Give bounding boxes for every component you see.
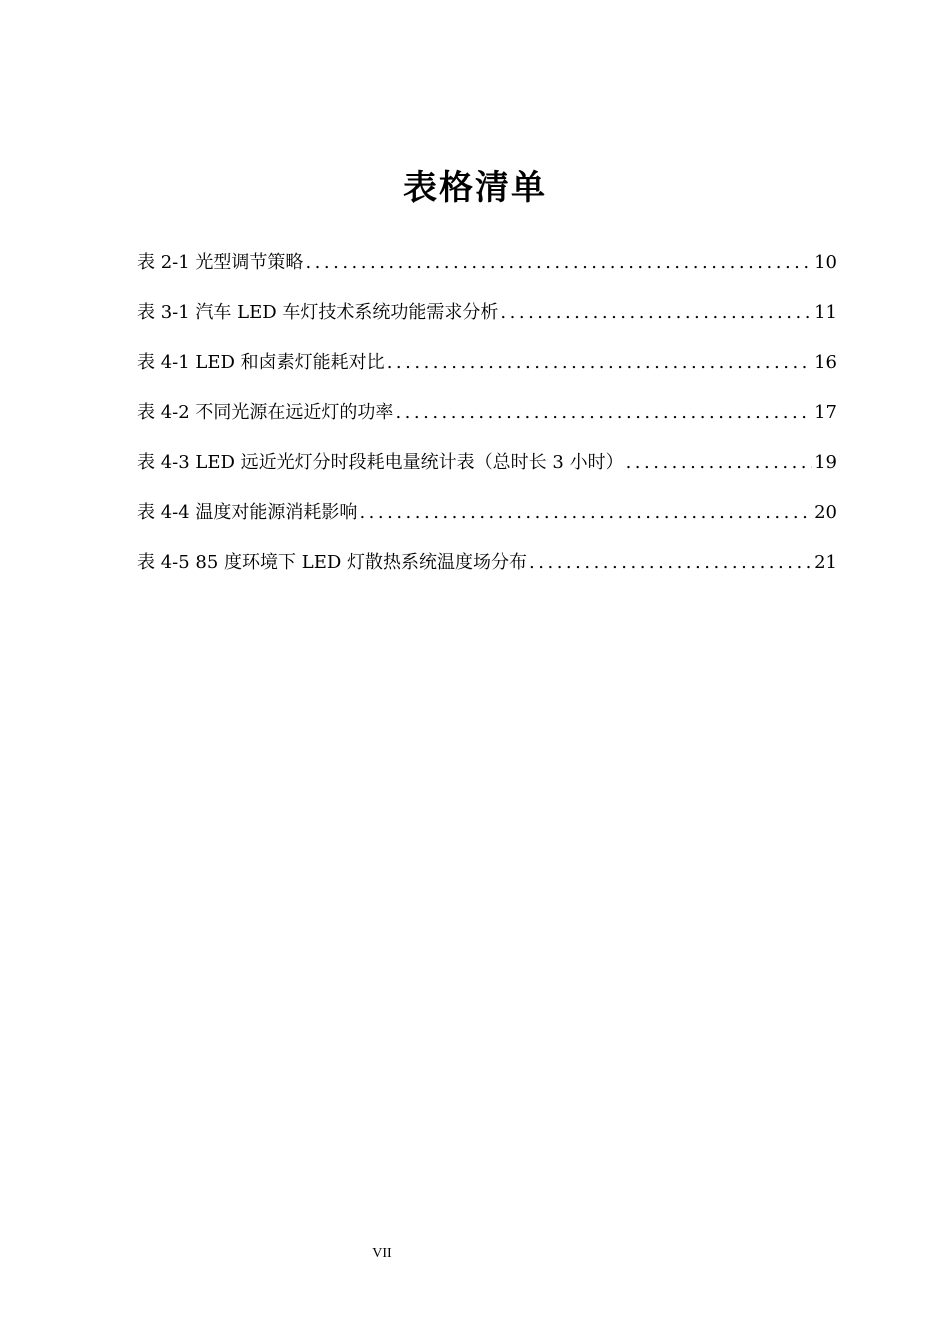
page-title: 表格清单 xyxy=(403,168,547,208)
toc-entry[interactable] xyxy=(137,247,837,297)
toc-entry-label: 表 4-1 LED 和卤素灯能耗对比 xyxy=(137,352,385,373)
dot-leader xyxy=(359,497,812,529)
toc-entry[interactable] xyxy=(137,447,837,497)
toc-entry-page: 20 xyxy=(814,502,837,523)
page-number: VII xyxy=(372,1246,392,1261)
toc-entry-page: 16 xyxy=(814,352,837,373)
toc-entry-page: 10 xyxy=(814,252,837,273)
toc-entry[interactable] xyxy=(137,547,837,597)
toc-entry-label: 表 3-1 汽车 LED 车灯技术系统功能需求分析 xyxy=(137,302,499,323)
toc-entry[interactable] xyxy=(137,497,837,547)
dot-leader xyxy=(626,447,813,479)
toc-entry[interactable] xyxy=(137,397,837,447)
dot-leader xyxy=(529,547,812,579)
toc-entry-page: 21 xyxy=(814,552,837,573)
dot-leader xyxy=(500,297,812,329)
toc-entry-label: 表 2-1 光型调节策略 xyxy=(137,252,304,273)
toc-entry-label: 表 4-4 温度对能源消耗影响 xyxy=(137,502,358,523)
toc-entry-label: 表 4-2 不同光源在远近灯的功率 xyxy=(137,402,394,423)
toc-entry-page: 17 xyxy=(814,402,837,423)
toc-entry-label: 表 4-5 85 度环境下 LED 灯散热系统温度场分布 xyxy=(137,552,528,573)
toc-entry-label: 表 4-3 LED 远近光灯分时段耗电量统计表（总时长 3 小时） xyxy=(137,452,624,473)
table-list xyxy=(137,247,837,597)
dot-leader xyxy=(395,397,812,429)
dot-leader xyxy=(305,247,812,279)
toc-entry-page: 11 xyxy=(814,302,837,323)
toc-entry-page: 19 xyxy=(814,452,837,473)
toc-entry[interactable] xyxy=(137,297,837,347)
toc-entry[interactable] xyxy=(137,347,837,397)
dot-leader xyxy=(387,347,812,379)
